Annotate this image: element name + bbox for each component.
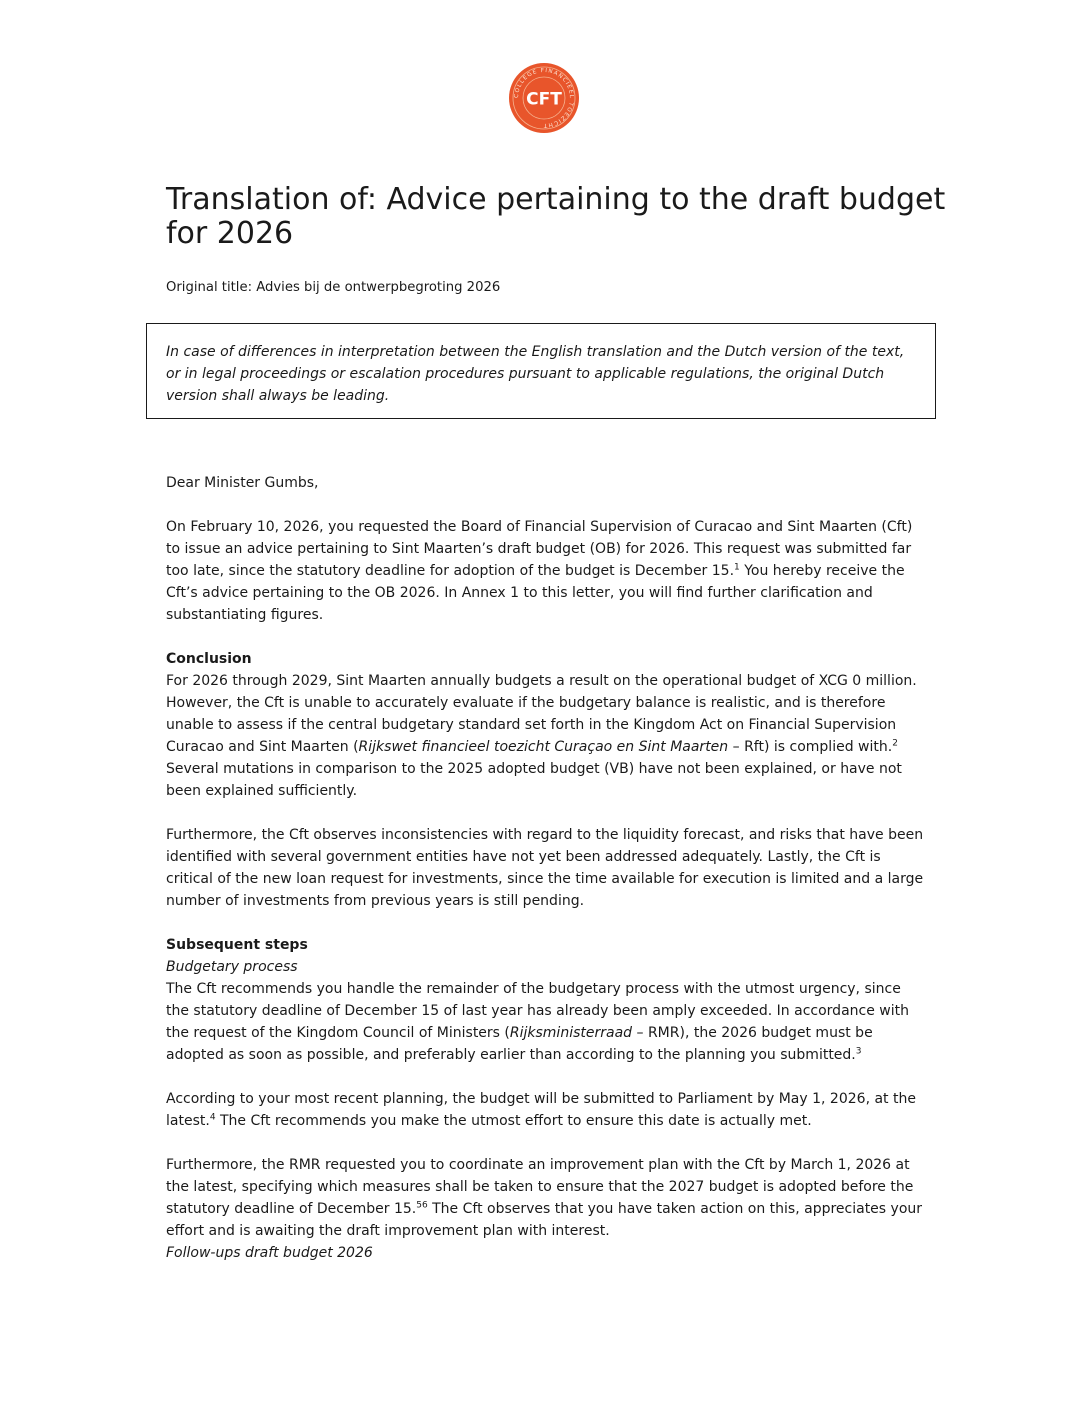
- salutation: Dear Minister Gumbs,: [166, 475, 319, 491]
- footnote-ref-4[interactable]: 4: [209, 1112, 216, 1123]
- footnote-ref-2[interactable]: 2: [892, 738, 898, 749]
- conclusion-paragraph-1: For 2026 through 2029, Sint Maarten annually budgets a result on the operational budget of XCG 0 million. However, the Cft is unable to accurately evaluate if the budgetary balance is realistic, and is therefore unable to assess if the central budgetary standard set forth in the Kingdom Act on Financial Supervision Curacao and Sint Maarten (Rijkswet financieel toezicht Curaçao en Sint Maarten – Rft) is complied with.$^2$ Several mutations in comparison to the 2025 adopted budget (VB) have not been explained, or have not been explained sufficiently.: [166, 673, 917, 799]
- footnote-ref-3[interactable]: 3: [855, 1046, 862, 1057]
- intro-paragraph: On February 10, 2026, you requested the Board of Financial Supervision of Curacao and Sint Maarten (Cft) to issue an advice pertaining to Sint Maarten’s draft budget (OB) for 2026. This request was submitted far too late, since the statutory deadline for adoption of the budget is December 15.$^1$ You hereby receive the Cft’s advice pertaining to the OB 2026. In Annex 1 to this letter, you will find further clarification and substantiating figures.: [166, 519, 913, 623]
- original-title: Original title: Advies bij de ontwerpbegroting 2026: [166, 280, 501, 295]
- subsequent-steps-heading: Subsequent steps: [166, 937, 308, 953]
- translation-notice-box: [146, 323, 936, 419]
- budgetary-process-subheading: Budgetary process: [166, 959, 298, 975]
- cft-logo: [508, 62, 580, 134]
- document-title: Translation of: Advice pertaining to the draft budget for 2026: [166, 182, 946, 251]
- logo-text: CFT: [526, 89, 562, 110]
- letter-body: [166, 472, 928, 1264]
- footnote-ref-5-6[interactable]: 56: [416, 1200, 428, 1211]
- conclusion-heading: Conclusion: [166, 651, 252, 667]
- logo-ring-text: COLLEGE FINANCIEEL TOEZICHT: [513, 67, 575, 129]
- conclusion-paragraph-2: Furthermore, the Cft observes inconsistencies with regard to the liquidity forecast, and risks that have been identified with several government entities have not yet been addressed adequately. Lastly, the Cft is critical of the new loan request for investments, since the time available for execution is limited and a large number of investments from previous years is still pending.: [166, 827, 924, 909]
- translation-notice-text: In case of differences in interpretation between the English translation and the Dutch version of the text, or in legal proceedings or escalation procedures pursuant to applicable regulations, the original Dutch version shall always be leading.: [166, 344, 905, 404]
- footnote-ref-1[interactable]: 1: [734, 562, 740, 573]
- steps-paragraph-3: Furthermore, the RMR requested you to coordinate an improvement plan with the Cft by March 1, 2026 at the latest, specifying which measures shall be taken to ensure that the 2027 budget is adopted before the statutory deadline of December 15.56 The Cft observes that you have taken action on this, appreciates your effort and is awaiting the draft improvement plan with interest.: [166, 1157, 923, 1239]
- steps-paragraph-1: The Cft recommends you handle the remainder of the budgetary process with the utmost urgency, since the statutory deadline of December 15 of last year has already been amply exceeded. In accordance with the request of the Kingdom Council of Ministers (Rijksministerraad – RMR), the 2026 budget must be adopted as soon as possible, and preferably earlier than according to the planning you submitted.$^3$: [166, 981, 909, 1063]
- steps-paragraph-2: According to your most recent planning, the budget will be submitted to Parliament by May 1, 2026, at the latest.$^4$ The Cft recommends you make the utmost effort to ensure this date is actually met.: [166, 1091, 916, 1129]
- follow-ups-subheading: Follow-ups draft budget 2026: [166, 1245, 373, 1261]
